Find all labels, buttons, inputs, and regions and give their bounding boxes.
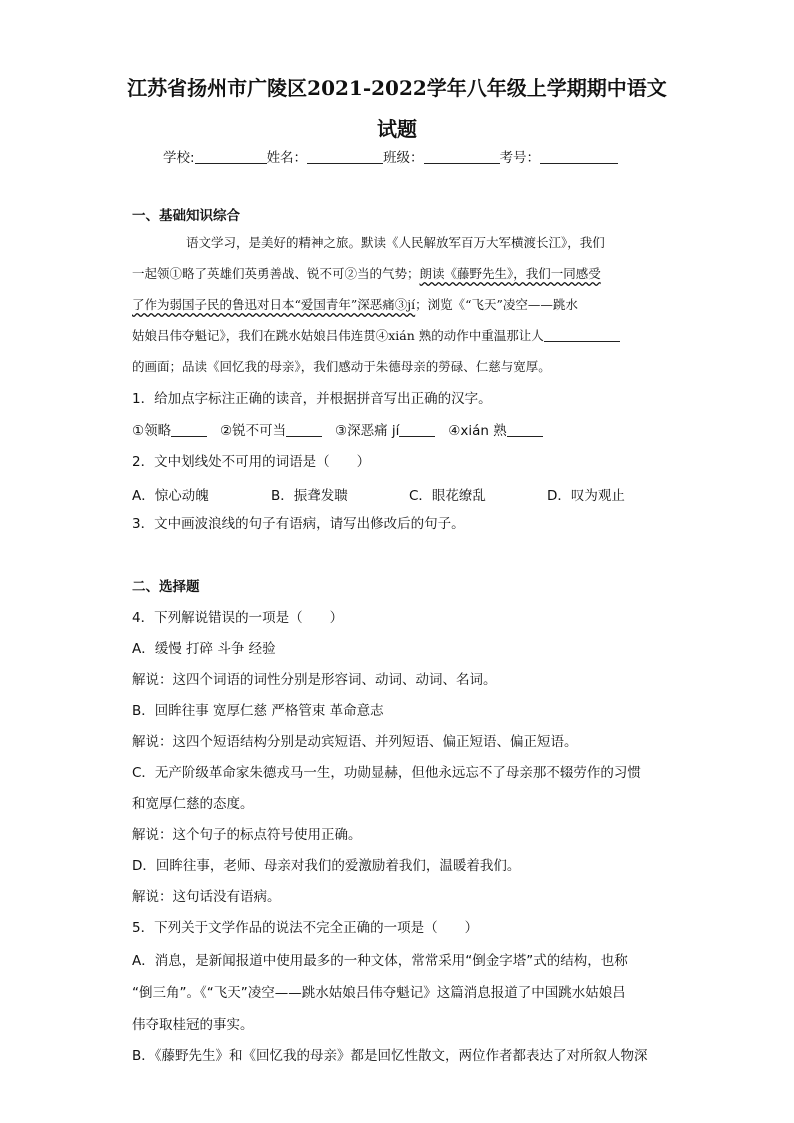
passage-line <box>132 296 578 314</box>
q4-option-a[interactable]: A．缓慢 打碎 斗争 经验 <box>132 641 276 657</box>
q1-item: ①领略 <box>132 423 172 439</box>
question-2: 2．文中划线处不可用的词语是（ ） <box>132 454 371 470</box>
passage-text: ；浏览《“飞天”凌空——跳水 <box>415 297 578 312</box>
question-4: 4．下列解说错误的一项是（ ） <box>132 610 344 626</box>
q4-option-c-continued: 和宽厚仁慈的态度。 <box>132 796 254 812</box>
q4-option-d[interactable]: D．回眸往事，老师、母亲对我们的爱激励着我们，温暖着我们。 <box>132 858 521 874</box>
section-heading-1: 一、基础知识综合 <box>132 208 240 224</box>
q4-explanation-a: 解说：这四个词语的词性分别是形容词、动词、动词、名词。 <box>132 672 497 688</box>
q2-option-b[interactable]: B．振聋发聩 <box>271 488 348 504</box>
passage-text: 一起领①略了英雄们英勇善战、锐不可②当的气势； <box>132 266 420 281</box>
answer-blank[interactable] <box>507 423 543 437</box>
passage-line: 语文学习，是美好的精神之旅。默读《人民解放军百万大军横渡长江》，我们 <box>186 235 605 250</box>
name-field[interactable] <box>307 150 383 164</box>
page-title: 江苏省扬州市广陵区2021-2022学年八年级上学期期中语文 <box>127 76 667 100</box>
page-title-continued: 试题 <box>377 117 417 141</box>
passage-line <box>132 327 620 345</box>
answer-blank[interactable] <box>171 423 207 437</box>
q2-option-d[interactable]: D．叹为观止 <box>547 488 625 504</box>
name-label: 姓名： <box>266 150 308 166</box>
q4-explanation-c: 解说：这个句子的标点符号使用正确。 <box>132 827 362 843</box>
passage-line: 的画面；品读《回忆我的母亲》，我们感动于朱德母亲的勞碌、仁慈与宽厚。 <box>132 359 551 374</box>
underlined-blank <box>544 328 620 342</box>
q1-item: ③深恶痛 jí <box>334 423 400 439</box>
class-label: 班级： <box>383 150 424 166</box>
q4-option-c[interactable]: C．无产阶级革命家朱德戎马一生，功勋显赫，但他永远忘不了母亲那不辍劳作的习惯 <box>132 765 641 781</box>
question-3: 3．文中画波浪线的句子有语病，请写出修改后的句子。 <box>132 516 465 532</box>
q1-item: ②锐不可当 <box>219 423 287 439</box>
answer-blank[interactable] <box>399 423 435 437</box>
question-1-items <box>132 422 543 440</box>
q5-option-a-continued: 伟夺取桂冠的事实。 <box>132 1017 254 1033</box>
q4-option-b[interactable]: B．回眸往事 宽厚仁慈 严格管束 革命意志 <box>132 703 384 719</box>
q4-explanation-b: 解说：这四个短语结构分别是动宾短语、并列短语、偏正短语、偏正短语。 <box>132 734 578 750</box>
number-label: 考号： <box>499 150 541 166</box>
q2-option-a[interactable]: A．惊心动魄 <box>132 488 209 504</box>
school-field[interactable] <box>195 150 267 164</box>
q5-option-a[interactable]: A．消息，是新闻报道中使用最多的一种文体，常常采用“倒金字塔”式的结构，也称 <box>132 953 628 969</box>
wavy-sentence: 了作为弱国子民的鲁迅对日本“爱国青年”深恶痛③jí <box>132 297 416 312</box>
answer-blank[interactable] <box>286 423 322 437</box>
school-label: 学校: <box>163 150 195 166</box>
student-info-row <box>163 146 618 166</box>
section-heading-2: 二、选择题 <box>132 579 200 595</box>
wavy-sentence: 朗读《藤野先生》，我们一同感受 <box>419 266 601 281</box>
passage-line <box>132 265 601 283</box>
q1-item: ④xián 熟 <box>448 423 507 439</box>
q5-option-b[interactable]: B．《藤野先生》和《回忆我的母亲》都是回忆性散文，两位作者都表达了对所叙人物深 <box>132 1048 648 1064</box>
question-5: 5．下列关于文学作品的说法不完全正确的一项是（ ） <box>132 920 479 936</box>
number-field[interactable] <box>540 150 618 164</box>
passage-text: 姑娘吕伟夺魁记》，我们在跳水姑娘吕伟连贯④xián 熟的动作中重温那让人 <box>132 328 544 343</box>
q5-option-a-continued: “倒三角”。《“飞天”凌空——跳水姑娘吕伟夺魁记》这篇消息报道了中国跳水姑娘吕 <box>132 985 626 1001</box>
question-1: 1．给加点字标注正确的读音，并根据拼音写出正确的汉字。 <box>132 391 492 407</box>
q2-option-c[interactable]: C．眼花缭乱 <box>409 488 486 504</box>
class-field[interactable] <box>424 150 500 164</box>
q4-explanation-d: 解说：这句话没有语病。 <box>132 889 281 905</box>
